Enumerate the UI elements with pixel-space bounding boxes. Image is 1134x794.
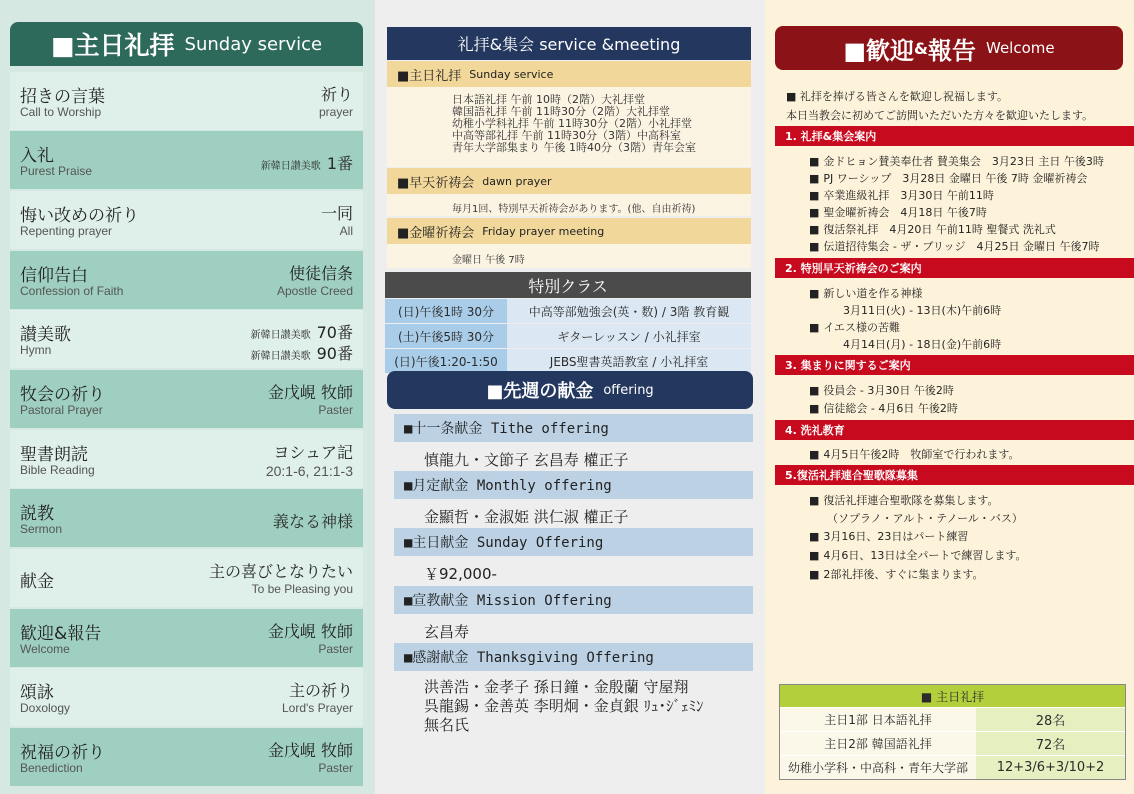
title-en: Welcome [986,39,1055,57]
attendance-value: 72名 [976,732,1125,755]
item-leader-en: Paster [318,403,353,417]
title-jp: ■主日礼拝 [50,31,175,60]
announcement-item: ■ 聖金曜祈祷会 4月18日 午後7時 [809,204,987,220]
sunday-service-schedule [387,87,751,167]
sub-en: Sunday service [469,67,554,81]
item-jp: 牧会の祈り [20,385,105,405]
item-leader: 使徒信条 [288,264,353,283]
item-jp: 説教 [20,504,54,524]
title-jp2: 報告 [928,36,976,65]
item-leader-en: All [339,224,353,238]
announcement-item: ■ 復活礼拝連合聖歌隊を募集します。 [809,492,999,508]
mission-offering-header: ■宣教献金 Mission Offering [394,586,753,614]
hymnal-name: 新韓日讃美歌 [250,330,311,341]
attendance-value: 12+3/6+3/10+2 [976,756,1125,779]
section-meetings: 3. 集まりに関するご案内 [775,355,1134,375]
order-benediction [10,728,363,786]
class-desc: ギターレッスン / 小礼拝室 [507,324,751,348]
offering-song-en: To be Pleasing you [251,582,353,596]
announcement-item: ■ 役員会 - 3月30日 午後2時 [809,382,954,398]
order-call-to-worship [10,72,363,130]
order-doxology [10,668,363,726]
section-choir: 5.復活礼拝連合聖歌隊募集 [775,465,1134,485]
class-time: (日)午後1時 30分 [385,299,507,323]
class-time: (日)午後1:20-1:50 [385,349,507,373]
title-jp: ■歓迎 [843,36,915,65]
announcement-item: ■ PJ ワーシップ 3月28日 金曜日 午後 7時 金曜祈祷会 [809,170,1087,186]
sunday-service-column [0,0,375,794]
dawn-prayer-note: 毎月1回、特別早天祈祷会があります。(他、自由祈祷) [387,194,751,216]
special-class-row [385,324,751,348]
item-leader: 金戊峴 牧師 [267,741,353,760]
sunday-offering-amount: ￥92,000- [424,565,497,583]
item-en: Repenting prayer [20,224,113,238]
item-jp: 聖書朗読 [20,445,88,465]
item-leader: 主の祈り [288,681,353,700]
item-en: Pastoral Prayer [20,403,103,417]
item-leader-en: Lord's Prayer [282,701,353,715]
special-class-row [385,349,751,373]
announcement-item: ■ 卒業進級礼拝 3月30日 午前11時 [809,187,994,203]
hymn-ref-2 [251,341,353,364]
item-jp: 歓迎&報告 [20,624,102,644]
schedule-line: 日本語礼拝 午前 10時（2階）大礼拝堂 [452,93,645,106]
announcement-date: 3月11日(火) - 13日(木)午前6時 [843,304,1002,317]
announcement-item: ■ 4月5日午後2時 牧師室で行われます。 [809,446,1020,462]
hymnal-name: 新韓日讃美歌 [250,351,311,362]
order-welcome [10,609,363,667]
welcome-announcements-column [765,0,1134,794]
monthly-offering-names: 金顯哲・金淑姫 洪仁淑 權正子 [424,508,629,526]
section-dawn-prayer: 2. 特別早天祈祷会のご案内 [775,258,1134,278]
item-leader-en: Paster [318,642,353,656]
item-jp: 悔い改めの祈り [20,206,139,226]
attendance-label: 幼稚小学科・中高科・青年大学部 [780,756,976,779]
schedule-line: 韓国語礼拝 午前 11時30分（2階）大礼拝堂 [452,105,670,118]
sub-jp: ■早天祈祷会 [397,175,475,191]
announcement-note: （ソプラノ・アルト・テノール・バス） [827,512,1023,525]
thanksgiving-offering-names [424,678,704,735]
sunday-offering-header: ■主日献金 Sunday Offering [394,528,753,556]
service-meeting-column [375,0,765,794]
announcement-item: ■ 3月16日、23日はパート練習 [809,528,968,544]
hymn-number: 1番 [326,154,353,173]
order-confession-of-faith [10,251,363,309]
hymn-ref-1 [251,320,353,343]
order-pastoral-prayer [10,370,363,428]
item-jp: 祝福の祈り [20,743,105,763]
item-en: Hymn [20,343,52,357]
attendance-row [780,755,1125,779]
item-en: Confession of Faith [20,284,124,298]
schedule-line: 青年大学部集まり 午後 1時40分（3階）青年会室 [452,141,696,154]
order-bible-reading [10,430,363,488]
attendance-label: 主日2部 韓国語礼拝 [780,732,976,755]
welcome-intro-2: 本日当教会に初めてご訪問いただいた方々を歓迎いたします。 [786,109,1094,122]
item-leader-en: prayer [318,105,353,119]
scripture-book: ヨシュア記 [273,443,353,462]
welcome-intro-1: ■ 礼拝を捧げる皆さんを歓迎し祝福します。 [786,90,1009,103]
announcement-item: ■ イエス様の苦難 [809,319,900,335]
sunday-service-subheader [387,61,751,87]
class-time: (土)午後5時 30分 [385,324,507,348]
item-en: Benediction [20,761,83,775]
friday-prayer-time: 金曜日 午後 7時 [387,244,751,268]
hymnal-name: 新韓日讃美歌 [260,161,321,172]
item-jp: 信仰告白 [20,266,88,286]
names-line: 無名氏 [424,716,470,734]
announcement-item: ■ 新しい道を作る神様 [809,285,922,301]
service-meeting-title: 礼拝&集会 service &meeting [387,27,751,60]
item-en: Welcome [20,642,70,656]
announcement-date: 4月14日(月) - 18日(金)午前6時 [843,338,1002,351]
item-jp: 献金 [20,572,54,592]
announcement-item: ■ 金ドヒョン賛美奉仕者 賛美集会 3月23日 主日 午後3時 [809,153,1104,169]
attendance-row [780,731,1125,755]
offering-title-jp: ■先週の献金 [486,381,594,402]
attendance-label: 主日1部 日本語礼拝 [780,708,976,731]
dawn-prayer-subheader [387,168,751,194]
item-leader: 金戊峴 牧師 [267,383,353,402]
attendance-row [780,707,1125,731]
mission-offering-names: 玄昌寿 [424,623,470,641]
order-sermon [10,489,363,547]
announcement-item: ■ 2部礼拝後、すぐに集まります。 [809,566,984,582]
announcement-item: ■ 伝道招待集会 - ザ・ブリッジ 4月25日 金曜日 午後7時 [809,238,1099,254]
sermon-title: 義なる神様 [272,512,353,531]
item-hymn-ref [261,151,353,174]
tithe-offering-names: 慎龍九・文節子 玄昌寿 權正子 [424,451,629,469]
welcome-title [775,26,1123,70]
item-jp: 頌詠 [20,683,54,703]
sunday-service-title [10,22,363,66]
item-jp: 讃美歌 [20,325,71,345]
title-en: Sunday service [184,33,323,55]
special-class-title: 特別クラス [385,272,751,298]
order-repenting-prayer [10,191,363,249]
announcement-item: ■ 信徒総会 - 4月6日 午後2時 [809,400,958,416]
section-baptism: 4. 洗礼教育 [775,420,1134,440]
class-desc: 中高等部勉強会(英・数) / 3階 教育観 [507,299,751,323]
announcement-item: ■ 復活祭礼拝 4月20日 午前11時 聖餐式 洗礼式 [809,221,1056,237]
class-desc: JEBS聖書英語教室 / 小礼拝室 [507,349,751,373]
attendance-title: ■ 主日礼拝 [780,685,1125,707]
item-jp: 招きの言葉 [20,87,105,107]
item-leader: 金戊峴 牧師 [267,622,353,641]
hymn-number: 70番 [316,323,353,342]
scripture-verses: 20:1-6, 21:1-3 [265,463,353,479]
order-hymn [10,310,363,368]
names-line: 洪善浩・金孝子 孫日鐘・金殷蘭 守屋翔 [424,678,689,696]
friday-prayer-subheader [387,218,751,244]
announcement-item: ■ 4月6日、13日は全パートで練習します。 [809,547,1027,563]
item-en: Doxology [20,701,71,715]
offering-song: 主の喜びとなりたい [208,562,353,581]
item-leader-en: Apostle Creed [276,284,353,298]
item-en: Call to Worship [20,105,102,119]
item-leader: 祈り [320,85,353,104]
item-jp: 入礼 [20,146,54,166]
thanksgiving-offering-header: ■感謝献金 Thanksgiving Offering [394,643,753,671]
order-purest-praise [10,131,363,189]
sub-en: Friday prayer meeting [482,224,605,238]
special-class-row [385,299,751,323]
order-offering [10,549,363,607]
hymn-number: 90番 [316,344,353,363]
tithe-offering-header: ■十一条献金 Tithe offering [394,414,753,442]
item-en: Bible Reading [20,463,95,477]
item-en: Sermon [20,522,63,536]
sub-jp: ■主日礼拝 [397,68,462,84]
sub-en: dawn prayer [482,174,552,188]
attendance-table [779,684,1126,780]
offering-title [387,371,753,409]
monthly-offering-header: ■月定献金 Monthly offering [394,471,753,499]
names-line: 呉龍錫・金善英 李明炯・金貞銀 ﾘｭ･ｼﾞｪﾐﾝ [424,697,704,715]
attendance-value: 28名 [976,708,1125,731]
schedule-line: 幼稚小学科礼拝 午前 11時30分（2階）小礼拝堂 [452,117,692,130]
item-en: Purest Praise [20,164,93,178]
item-leader-en: Paster [318,761,353,775]
sub-jp: ■金曜祈祷会 [397,225,475,241]
title-amp: & [914,38,928,58]
offering-title-en: offering [603,382,654,398]
schedule-line: 中高等部礼拝 午前 11時30分（3階）中高科室 [452,129,681,142]
section-worship-meetings: 1. 礼拝&集会案内 [775,126,1134,146]
item-leader: 一同 [320,204,353,223]
